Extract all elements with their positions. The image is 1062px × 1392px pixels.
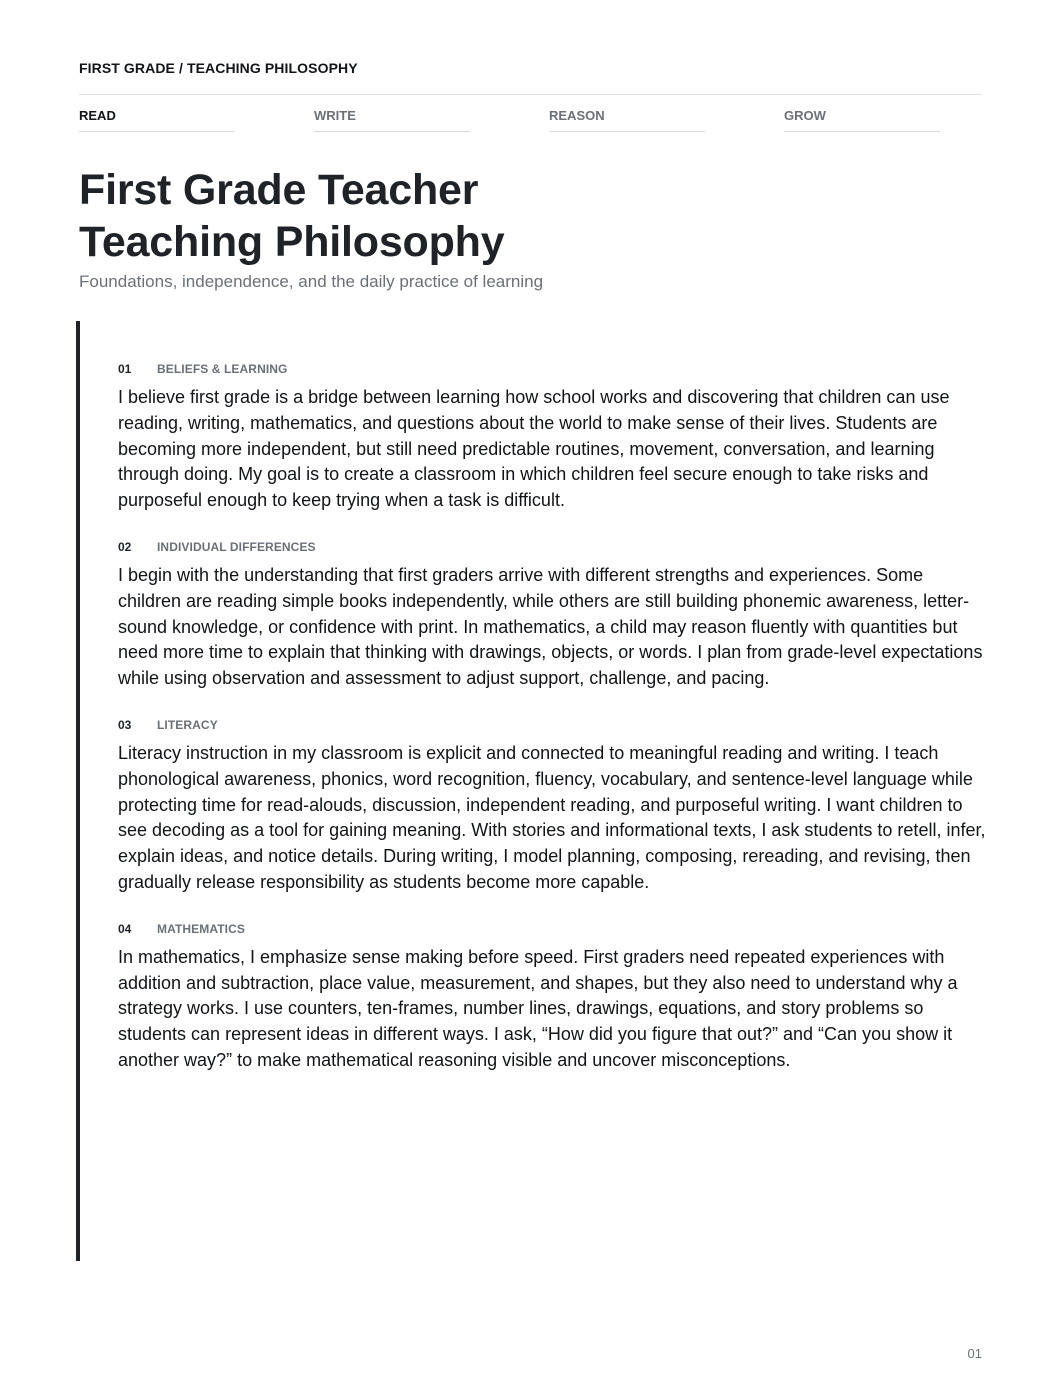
section-number: 03 [118, 717, 132, 732]
content-accent-bar [76, 321, 80, 1261]
section-number: 04 [118, 921, 132, 936]
section-header [118, 360, 986, 378]
section-label: BELIEFS & LEARNING [157, 362, 288, 376]
page-number: 01 [967, 1346, 982, 1361]
page-title [79, 164, 779, 268]
page-title-line-1: First Grade Teacher [79, 166, 479, 214]
section-header [118, 538, 986, 556]
tab-write-label: WRITE [314, 108, 356, 123]
section-label: INDIVIDUAL DIFFERENCES [157, 539, 316, 554]
tab-reason[interactable] [549, 107, 705, 132]
header-divider [79, 94, 982, 95]
breadcrumb: FIRST GRADE / TEACHING PHILOSOPHY [79, 60, 358, 76]
tab-read-label: READ [79, 108, 116, 123]
section-body: In mathematics, I emphasize sense making before speed. First graders need repeated experiences with addition and subtraction, place value, measurement, and shapes, but they also need to understand why a strategy works. I use counters, ten-frames, number lines, drawings, equations, and story problems so students can represent ideas in different ways. I ask, “How did you figure that out?” and “Can you show it another way?” to make mathematical reasoning visible and uncover misconceptions. [118, 946, 958, 1070]
tab-reason-label: REASON [549, 108, 605, 123]
section-individual-differences [118, 538, 986, 692]
tab-write[interactable] [314, 107, 470, 132]
section-beliefs-learning [118, 360, 986, 514]
tab-grow[interactable] [784, 107, 940, 132]
section-header [118, 716, 986, 734]
page-subtitle: Foundations, independence, and the daily practice of learning [79, 272, 544, 291]
section-body: Literacy instruction in my classroom is explicit and connected to meaningful reading and writing. I teach phonological awareness, phonics, word recognition, fluency, vocabulary, and sentence-level language while protecting time for read-alouds, discussion, independent reading, and purposeful writing. I want children to see decoding as a tool for gaining meaning. With stories and informational texts, I ask students to retell, infer, explain ideas, and notice details. During writing, I model planning, composing, rereading, and revising, then gradually release responsibility as students become more capable. [118, 742, 986, 892]
philosophy-content [118, 360, 986, 1098]
tab-read[interactable] [79, 107, 235, 132]
section-number: 02 [118, 539, 132, 554]
section-number: 01 [118, 362, 132, 376]
section-body: I believe first grade is a bridge between learning how school works and discovering that children can use reading, writing, mathematics, and questions about the world to make sense of their lives. Students are becoming more independent, but still need predictable routines, movement, conversation, and learning through doing. My goal is to create a classroom in which children feel secure enough to take risks and purposeful enough to keep trying when a task is difficult. [118, 387, 950, 511]
section-header [118, 920, 986, 938]
tab-bar [79, 107, 982, 133]
section-literacy [118, 716, 986, 896]
section-mathematics [118, 920, 986, 1074]
page-title-line-2: Teaching Philosophy [79, 218, 505, 266]
section-label: MATHEMATICS [157, 921, 245, 936]
section-body: I begin with the understanding that first graders arrive with different strengths and experiences. Some children are reading simple books independently, while others are still building phonemic awareness, letter-sound knowledge, or confidence with print. In mathematics, a child may reason fluently with quantities but need more time to explain that thinking with drawings, objects, or words. I plan from grade-level expectations while using observation and assessment to adjust support, challenge, and pacing. [118, 564, 983, 689]
section-label: LITERACY [157, 717, 218, 732]
tab-grow-label: GROW [784, 108, 826, 123]
